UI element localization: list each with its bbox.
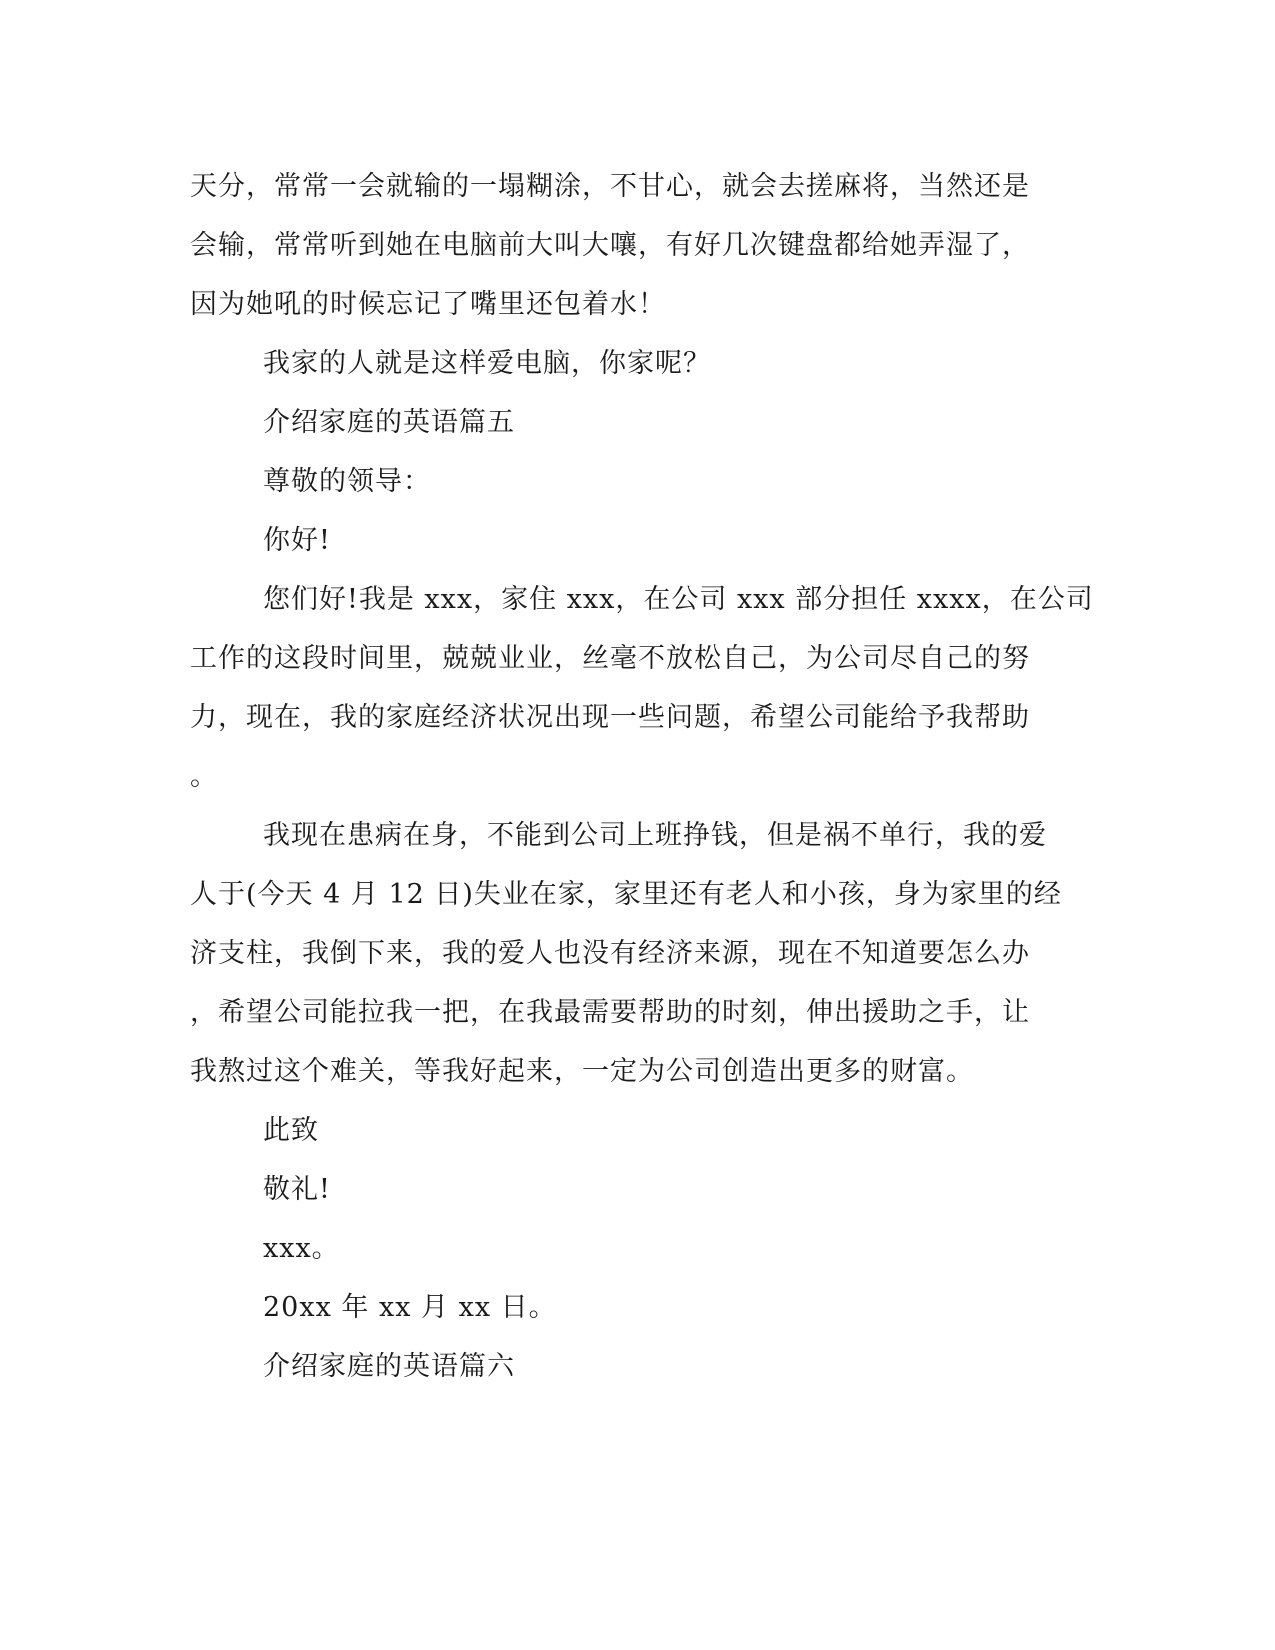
paragraph-line: 天分，常常一会就输的一塌糊涂，不甘心，就会去搓麻将，当然还是	[190, 171, 1030, 202]
letter-greeting: 你好!	[263, 525, 331, 556]
paragraph-line: 我熬过这个难关，等我好起来，一定为公司创造出更多的财富。	[190, 1056, 974, 1087]
section-heading: 介绍家庭的英语篇五	[263, 407, 515, 438]
paragraph-line: ，希望公司能拉我一把，在我最需要帮助的时刻，伸出援助之手，让	[190, 997, 1030, 1028]
paragraph-line: 。	[190, 761, 218, 792]
letter-signature: xxx。	[263, 1233, 340, 1264]
paragraph-line: 会输，常常听到她在电脑前大叫大嚷，有好几次键盘都给她弄湿了，	[190, 230, 1030, 261]
paragraph-line: 因为她吼的时候忘记了嘴里还包着水！	[190, 289, 666, 320]
paragraph-line: 济支柱，我倒下来，我的爱人也没有经济来源，现在不知道要怎么办	[190, 938, 1030, 969]
paragraph-line: 力，现在，我的家庭经济状况出现一些问题，希望公司能给予我帮助	[190, 702, 1030, 733]
letter-closing: 此致	[263, 1115, 319, 1146]
paragraph-line: 工作的这段时间里，兢兢业业，丝毫不放松自己，为公司尽自己的努	[190, 643, 1030, 674]
paragraph-line: 我家的人就是这样爱电脑，你家呢？	[263, 348, 711, 379]
section-heading: 介绍家庭的英语篇六	[263, 1351, 515, 1382]
paragraph-line: 您们好!我是 xxx，家住 xxx，在公司 xxx 部分担任 xxxx，在公司	[263, 584, 1094, 615]
letter-date: 20xx 年 xx 月 xx 日。	[263, 1292, 557, 1323]
paragraph-line: 我现在患病在身，不能到公司上班挣钱，但是祸不单行，我的爱	[263, 820, 1047, 851]
letter-closing-salute: 敬礼!	[263, 1174, 331, 1205]
paragraph-line: 人于(今天 4 月 12 日)失业在家，家里还有老人和小孩，身为家里的经	[190, 879, 1062, 910]
letter-salutation: 尊敬的领导：	[263, 466, 431, 497]
